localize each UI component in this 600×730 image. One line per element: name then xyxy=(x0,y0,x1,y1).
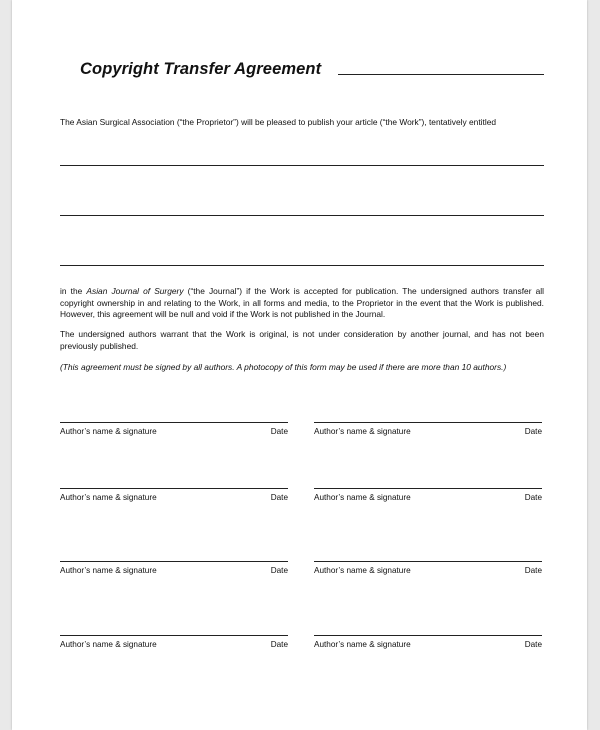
signature-block[interactable] xyxy=(314,561,542,579)
warranty-paragraph: The undersigned authors warrant that the Work is original, is not under consideration by another journal, and has not been previously published. xyxy=(60,329,544,351)
transfer-paragraph-prefix: in the xyxy=(60,286,87,296)
date-label: Date xyxy=(524,427,542,436)
intro-text: The Asian Surgical Association (“the Proprietor”) will be pleased to publish your article (“the Work”), tentatively entitled xyxy=(60,117,497,127)
transfer-paragraph xyxy=(60,286,544,321)
article-title-line-2[interactable] xyxy=(60,215,544,216)
signature-block[interactable] xyxy=(60,422,288,440)
signature-label: Author’s name & signature xyxy=(314,427,411,436)
signature-line[interactable] xyxy=(314,422,542,423)
signature-label: Author’s name & signature xyxy=(60,493,157,502)
date-label: Date xyxy=(270,566,288,575)
date-label: Date xyxy=(270,640,288,649)
document-page xyxy=(12,0,587,730)
title-underline xyxy=(338,74,544,75)
document-title: Copyright Transfer Agreement xyxy=(80,60,322,78)
signature-label: Author’s name & signature xyxy=(60,640,157,649)
signature-line[interactable] xyxy=(314,635,542,636)
date-label: Date xyxy=(270,427,288,436)
signature-line[interactable] xyxy=(60,635,288,636)
date-label: Date xyxy=(524,566,542,575)
signature-label: Author’s name & signature xyxy=(314,640,411,649)
signing-note: (This agreement must be signed by all authors. A photocopy of this form may be used if there are more than 10 authors.) xyxy=(60,362,507,372)
date-label: Date xyxy=(524,640,542,649)
signature-block[interactable] xyxy=(60,488,288,506)
signature-block[interactable] xyxy=(314,635,542,653)
signature-line[interactable] xyxy=(60,422,288,423)
signature-block[interactable] xyxy=(60,635,288,653)
signature-label: Author’s name & signature xyxy=(314,493,411,502)
signature-line[interactable] xyxy=(314,488,542,489)
signature-block[interactable] xyxy=(314,488,542,506)
date-label: Date xyxy=(524,493,542,502)
date-label: Date xyxy=(270,493,288,502)
article-title-line-3[interactable] xyxy=(60,265,544,266)
article-title-line-1[interactable] xyxy=(60,165,544,166)
journal-name: Asian Journal of Surgery xyxy=(86,286,184,296)
signature-label: Author’s name & signature xyxy=(60,427,157,436)
signature-block[interactable] xyxy=(314,422,542,440)
signature-line[interactable] xyxy=(60,561,288,562)
signature-block[interactable] xyxy=(60,561,288,579)
signature-line[interactable] xyxy=(314,561,542,562)
signature-label: Author’s name & signature xyxy=(314,566,411,575)
transfer-paragraph-body: (“the Journal”) if the Work is accepted for publication. The undersigned authors transfer all copyright ownership in and relating to the Work, in all forms and media, to the Proprietor in the event that the Work is published. However, this agreement will be null and void if the Work is not published in the Journal. xyxy=(60,286,545,320)
signature-label: Author’s name & signature xyxy=(60,566,157,575)
signature-line[interactable] xyxy=(60,488,288,489)
